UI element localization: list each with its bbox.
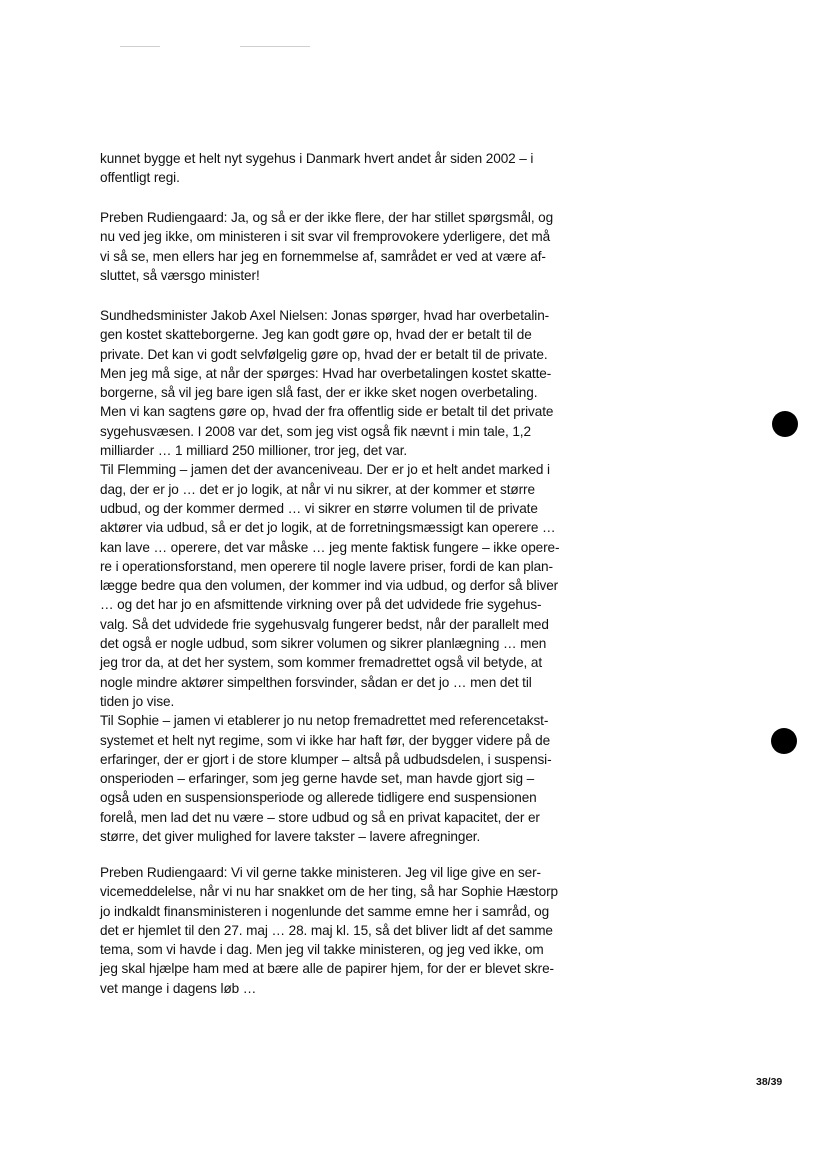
text-line: også uden en suspensionsperiode og allerede tidligere end suspensionen	[100, 790, 537, 806]
text-line: nu ved jeg ikke, om ministeren i sit svar vil fremprovokere yderligere, det må	[100, 229, 551, 245]
text-line: sluttet, så værsgo minister!	[100, 267, 260, 283]
text-line: det er hjemlet til den 27. maj … 28. maj kl. 15, så det bliver lidt af det samme	[100, 922, 553, 938]
text-line: aktører via udbud, så er det jo logik, at de forretningsmæssigt kan operere …	[100, 520, 556, 536]
paragraph-chair-closing-question	[100, 208, 590, 285]
text-line: Preben Rudiengaard: Vi vil gerne takke ministeren. Jeg vil lige give en ser-	[100, 865, 541, 880]
text-line: erfaringer, der er gjort i de store klumper – altså på udbudsdelen, i suspensi-	[100, 751, 552, 767]
paragraph-chair-service-announcement	[100, 863, 590, 998]
paragraph-intro-tail	[100, 149, 590, 188]
text-line: private. Det kan vi godt selvfølgelig gøre op, hvad der er betalt til de private.	[100, 346, 548, 362]
text-line: udbud, og der kommer dermed … vi sikrer en større volumen til de private	[100, 500, 538, 516]
text-line: jeg skal hjælpe ham med at bære alle de papirer hjem, for der er blevet skre-	[100, 961, 554, 977]
text-line: sygehusvæsen. I 2008 var det, som jeg vist også fik nævnt i min tale, 1,2	[100, 423, 531, 439]
scan-artifact	[120, 46, 160, 47]
text-line: systemet et helt nyt regime, som vi ikke har haft før, der bygger videre på de	[100, 732, 551, 748]
text-line: dag, der er jo … det er jo logik, at når vi nu sikrer, at der kommer et større	[100, 481, 535, 497]
text-line: gen kostet skatteborgerne. Jeg kan godt gøre op, hvad der er betalt til de	[100, 327, 532, 343]
text-line: vet mange i dagens løb …	[100, 980, 257, 996]
text-line: Til Flemming – jamen det der avanceniveau. Der er jo et helt andet marked i	[100, 462, 550, 478]
text-line: Preben Rudiengaard: Ja, og så er der ikke flere, der har stillet spørgsmål, og	[100, 210, 554, 225]
scan-artifact	[240, 46, 310, 47]
text-line: … og det har jo en afsmittende virkning over på det udvidede frie sygehus-	[100, 597, 542, 613]
text-line: kan lave … operere, det var måske … jeg mente faktisk fungere – ikke opere-	[100, 539, 560, 555]
text-line: det også er nogle udbud, som sikrer volumen og sikrer planlægning … men	[100, 636, 547, 652]
text-line: Sundhedsminister Jakob Axel Nielsen: Jonas spørger, hvad har overbetalin-	[100, 308, 550, 323]
text-line: Til Sophie – jamen vi etablerer jo nu netop fremadrettet med referencetakst-	[100, 713, 549, 729]
text-line: offentligt regi.	[100, 170, 180, 186]
text-line: jeg tror da, at det her system, som kommer fremadrettet også vil betyde, at	[100, 655, 543, 671]
text-line: tiden jo vise.	[100, 693, 175, 709]
binder-hole-bottom	[771, 728, 797, 754]
text-line: valg. Så det udvidede frie sygehusvalg fungerer bedst, når der parallelt med	[100, 616, 549, 632]
binder-hole-top	[772, 411, 798, 437]
text-line: Men vi kan sagtens gøre op, hvad der fra offentlig side er betalt til det private	[100, 404, 554, 420]
text-line: vi så se, men ellers har jeg en fornemmelse af, samrådet er ved at være af-	[100, 248, 546, 264]
page-number: 38/39	[756, 1076, 783, 1088]
text-line: jo indkaldt finansministeren i nogenlunde det samme emne her i samråd, og	[100, 903, 550, 919]
text-line: vicemeddelelse, når vi nu har snakket om de her ting, så har Sophie Hæstorp	[100, 884, 558, 900]
text-line: nogle mindre aktører simpelthen forsvinder, sådan er det jo … men det til	[100, 674, 532, 690]
text-line: onsperioden – erfaringer, som jeg gerne havde set, man havde gjort sig –	[100, 771, 535, 787]
text-line: borgerne, så vil jeg bare igen slå fast, der er ikke sket nogen overbetaling.	[100, 385, 538, 401]
text-line: Men jeg må sige, at når der spørges: Hvad har overbetalingen kostet skatte-	[100, 365, 552, 381]
text-line: milliarder … 1 milliard 250 millioner, tror jeg, det var.	[100, 443, 408, 459]
text-line: kunnet bygge et helt nyt sygehus i Danmark hvert andet år siden 2002 – i	[100, 151, 534, 166]
text-line: tema, som vi havde i dag. Men jeg vil takke ministeren, og jeg ved ikke, om	[100, 942, 544, 958]
text-line: re i operationsforstand, men operere til nogle lavere priser, fordi de kan plan-	[100, 558, 553, 574]
paragraph-minister-answer	[100, 306, 590, 846]
text-line: forelå, men lad det nu være – store udbud og så en privat kapacitet, der er	[100, 809, 540, 825]
text-line: større, det giver mulighed for lavere takster – lavere afregninger.	[100, 829, 481, 845]
text-line: lægge bedre qua den volumen, der kommer ind via udbud, og derfor så bliver	[100, 578, 559, 594]
